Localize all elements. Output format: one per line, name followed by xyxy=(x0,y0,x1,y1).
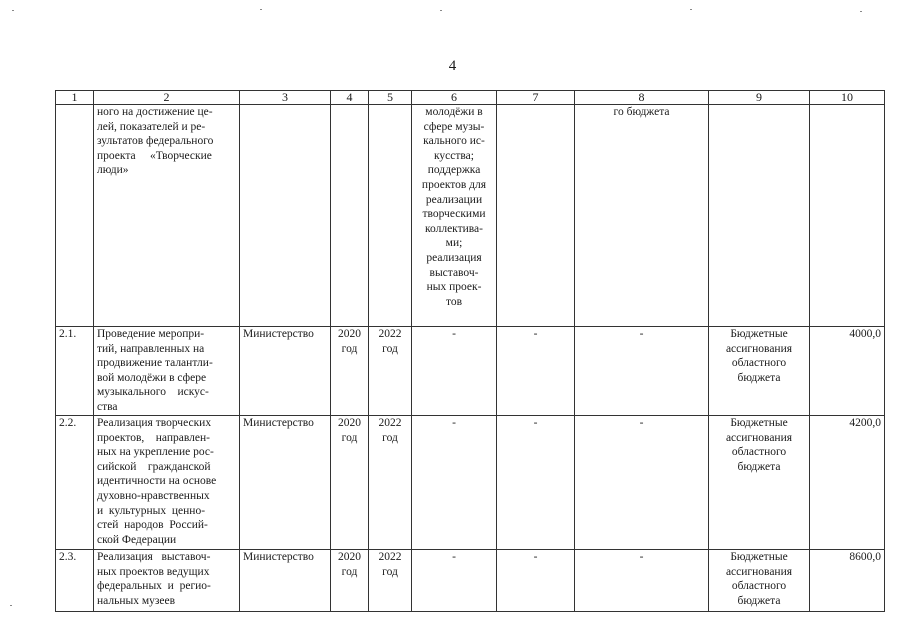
header-cell: 5 xyxy=(369,91,412,105)
scan-speck xyxy=(260,9,262,10)
start-year: 2020 год xyxy=(331,550,369,612)
continuation-col6: молодёжи в сфере музы- кального ис- кусства; поддержка проектов для реализации творческими коллектива- ми; реализация выставоч- ных проек- тов xyxy=(412,105,497,327)
funding-source: Бюджетные ассигнования областного бюджета xyxy=(709,327,810,416)
budget-table xyxy=(55,90,885,612)
amount: 4000,0 xyxy=(810,327,885,416)
header-cell: 6 xyxy=(412,91,497,105)
funding-source: Бюджетные ассигнования областного бюджета xyxy=(709,416,810,550)
header-cell: 3 xyxy=(240,91,331,105)
col6-value: - xyxy=(412,550,497,612)
col8-value: - xyxy=(575,327,709,416)
header-cell: 2 xyxy=(94,91,240,105)
header-cell: 9 xyxy=(709,91,810,105)
amount: 4200,0 xyxy=(810,416,885,550)
activity-name: Проведение меропри- тий, направленных на продвижение талантли- вой молодёжи в сфере музыкального искус- ства xyxy=(94,327,240,416)
header-cell: 10 xyxy=(810,91,885,105)
col7-value: - xyxy=(497,327,575,416)
start-year: 2020 год xyxy=(331,327,369,416)
scan-speck xyxy=(440,10,442,11)
scan-speck xyxy=(12,10,14,11)
table-header-row xyxy=(56,91,885,105)
row-number: 2.2. xyxy=(56,416,94,550)
start-year: 2020 год xyxy=(331,416,369,550)
col7-value: - xyxy=(497,550,575,612)
scan-speck xyxy=(690,9,692,10)
executor: Министерство xyxy=(240,550,331,612)
table-row xyxy=(56,550,885,612)
table-row xyxy=(56,327,885,416)
header-cell: 1 xyxy=(56,91,94,105)
amount: 8600,0 xyxy=(810,550,885,612)
continuation-description: ного на достижение це- лей, показателей и ре- зультатов федерального проекта «Творческие люди» xyxy=(94,105,240,327)
header-cell: 4 xyxy=(331,91,369,105)
activity-name: Реализация выставоч- ных проектов ведущих федеральных и регио- нальных музеев xyxy=(94,550,240,612)
funding-source: Бюджетные ассигнования областного бюджета xyxy=(709,550,810,612)
page-number: 4 xyxy=(448,58,457,74)
col7-value: - xyxy=(497,416,575,550)
col8-value: - xyxy=(575,550,709,612)
end-year: 2022 год xyxy=(369,550,412,612)
end-year: 2022 год xyxy=(369,327,412,416)
col8-value: - xyxy=(575,416,709,550)
end-year: 2022 год xyxy=(369,416,412,550)
header-cell: 8 xyxy=(575,91,709,105)
col6-value: - xyxy=(412,416,497,550)
header-cell: 7 xyxy=(497,91,575,105)
scan-speck xyxy=(10,605,12,606)
continuation-col8: го бюджета xyxy=(575,105,709,327)
scan-speck xyxy=(860,11,862,12)
executor: Министерство xyxy=(240,327,331,416)
continuation-row xyxy=(56,105,885,327)
row-number: 2.1. xyxy=(56,327,94,416)
activity-name: Реализация творческих проектов, направлен- ных на укрепление рос- сийской гражданской идентичности на основе духовно-нравственных и культурных ценно- стей народов Россий- ской Федерации xyxy=(94,416,240,550)
executor: Министерство xyxy=(240,416,331,550)
row-number: 2.3. xyxy=(56,550,94,612)
col6-value: - xyxy=(412,327,497,416)
table-row xyxy=(56,416,885,550)
